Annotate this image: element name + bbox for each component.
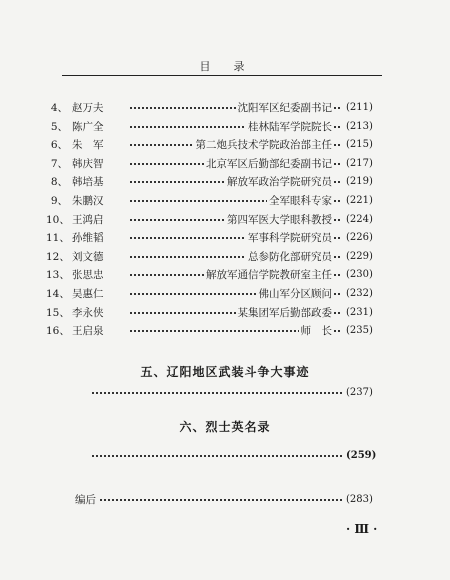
section-page-line	[0, 447, 450, 465]
toc-entry	[0, 229, 450, 247]
entry-name: 朱 军	[72, 139, 104, 152]
entry-title: 北京军区后勤部纪委副书记	[204, 155, 332, 173]
entry-page: (226)	[346, 232, 373, 244]
entry-title: 佛山军分区顾问	[257, 285, 333, 303]
section-page-number: (237)	[346, 387, 373, 398]
entry-number: 16、	[46, 325, 70, 338]
toc-entry	[0, 285, 450, 303]
toc-entry	[0, 304, 450, 322]
entry-page: (217)	[346, 157, 373, 169]
entry-number: 10、	[46, 213, 70, 226]
page-header-title: 目 录	[199, 60, 251, 73]
entry-title: 某集团军后勤部政委	[236, 304, 333, 322]
entry-page: (232)	[346, 288, 373, 299]
postscript-page-number: (283)	[346, 494, 373, 505]
entry-title: 第四军医大学眼科教授	[225, 211, 332, 229]
toc-entry	[0, 211, 450, 229]
entry-name: 韩培基	[72, 176, 104, 189]
section-page-line	[0, 384, 450, 402]
entry-number: 5、	[50, 120, 68, 133]
header-rule	[62, 75, 382, 76]
entry-page: (230)	[346, 269, 373, 281]
entry-name: 孙维韬	[72, 232, 104, 245]
dot-leader	[92, 455, 342, 457]
dot-leader	[92, 392, 342, 394]
entry-page: (211)	[346, 102, 373, 113]
entry-number: 8、	[50, 176, 68, 189]
entry-number: 4、	[50, 102, 68, 114]
entry-title: 军事科学院研究员	[246, 229, 332, 247]
entry-name: 张思忠	[72, 269, 104, 282]
entry-name: 赵万夫	[72, 102, 104, 114]
entry-name: 刘文德	[72, 250, 104, 263]
toc-entry	[0, 136, 450, 154]
entry-number: 11、	[46, 232, 70, 245]
section-heading: 五、辽阳地区武装斗争大事迹	[140, 365, 310, 379]
entry-title: 解放军政治学院研究员	[225, 173, 332, 191]
toc-entry	[0, 322, 450, 340]
toc-entry	[0, 173, 450, 191]
page-number-footer: · Ⅲ ·	[346, 522, 378, 536]
entry-name: 朱鹏汉	[72, 195, 104, 207]
entry-title: 第二炮兵技术学院政治部主任	[194, 136, 333, 154]
entry-name: 陈广全	[72, 120, 104, 133]
entry-page: (231)	[346, 306, 373, 318]
toc-entry	[0, 155, 450, 173]
entry-name: 王鸿启	[72, 213, 104, 226]
postscript-line	[0, 491, 450, 509]
toc-entry	[0, 118, 450, 136]
entry-name: 吴惠仁	[72, 288, 104, 300]
entry-page: (221)	[346, 195, 373, 206]
entry-number: 15、	[46, 306, 70, 319]
entry-page: (215)	[346, 139, 373, 151]
entry-number: 6、	[50, 139, 68, 152]
entry-page: (229)	[346, 250, 373, 262]
toc-entry	[0, 248, 450, 266]
entry-number: 7、	[50, 157, 68, 170]
toc-entry	[0, 192, 450, 210]
entry-title: 桂林陆军学院院长	[246, 118, 332, 136]
entry-title: 师 长	[299, 322, 333, 340]
entry-title: 全军眼科专家	[267, 192, 332, 210]
toc-entry	[0, 99, 450, 117]
toc-entry	[0, 266, 450, 284]
entry-page: (224)	[346, 213, 373, 225]
entry-number: 9、	[50, 195, 68, 207]
entry-name: 王启泉	[72, 325, 104, 338]
entry-number: 13、	[46, 269, 70, 282]
entry-title: 沈阳军区纪委副书记	[236, 99, 333, 117]
section-heading: 六、烈士英名录	[179, 420, 271, 434]
entry-page: (235)	[346, 325, 373, 337]
entry-number: 12、	[46, 250, 70, 263]
entry-title: 总参防化部研究员	[246, 248, 332, 266]
entry-name: 韩庆智	[72, 157, 104, 170]
entry-page: (213)	[346, 120, 373, 132]
entry-title: 解放军通信学院教研室主任	[204, 266, 332, 284]
entry-page: (219)	[346, 176, 373, 188]
entry-name: 李永侠	[72, 306, 104, 319]
dot-leader	[100, 499, 342, 501]
postscript-label: 编后	[75, 494, 96, 506]
section-page-number: (259)	[346, 450, 377, 461]
entry-number: 14、	[46, 288, 70, 300]
